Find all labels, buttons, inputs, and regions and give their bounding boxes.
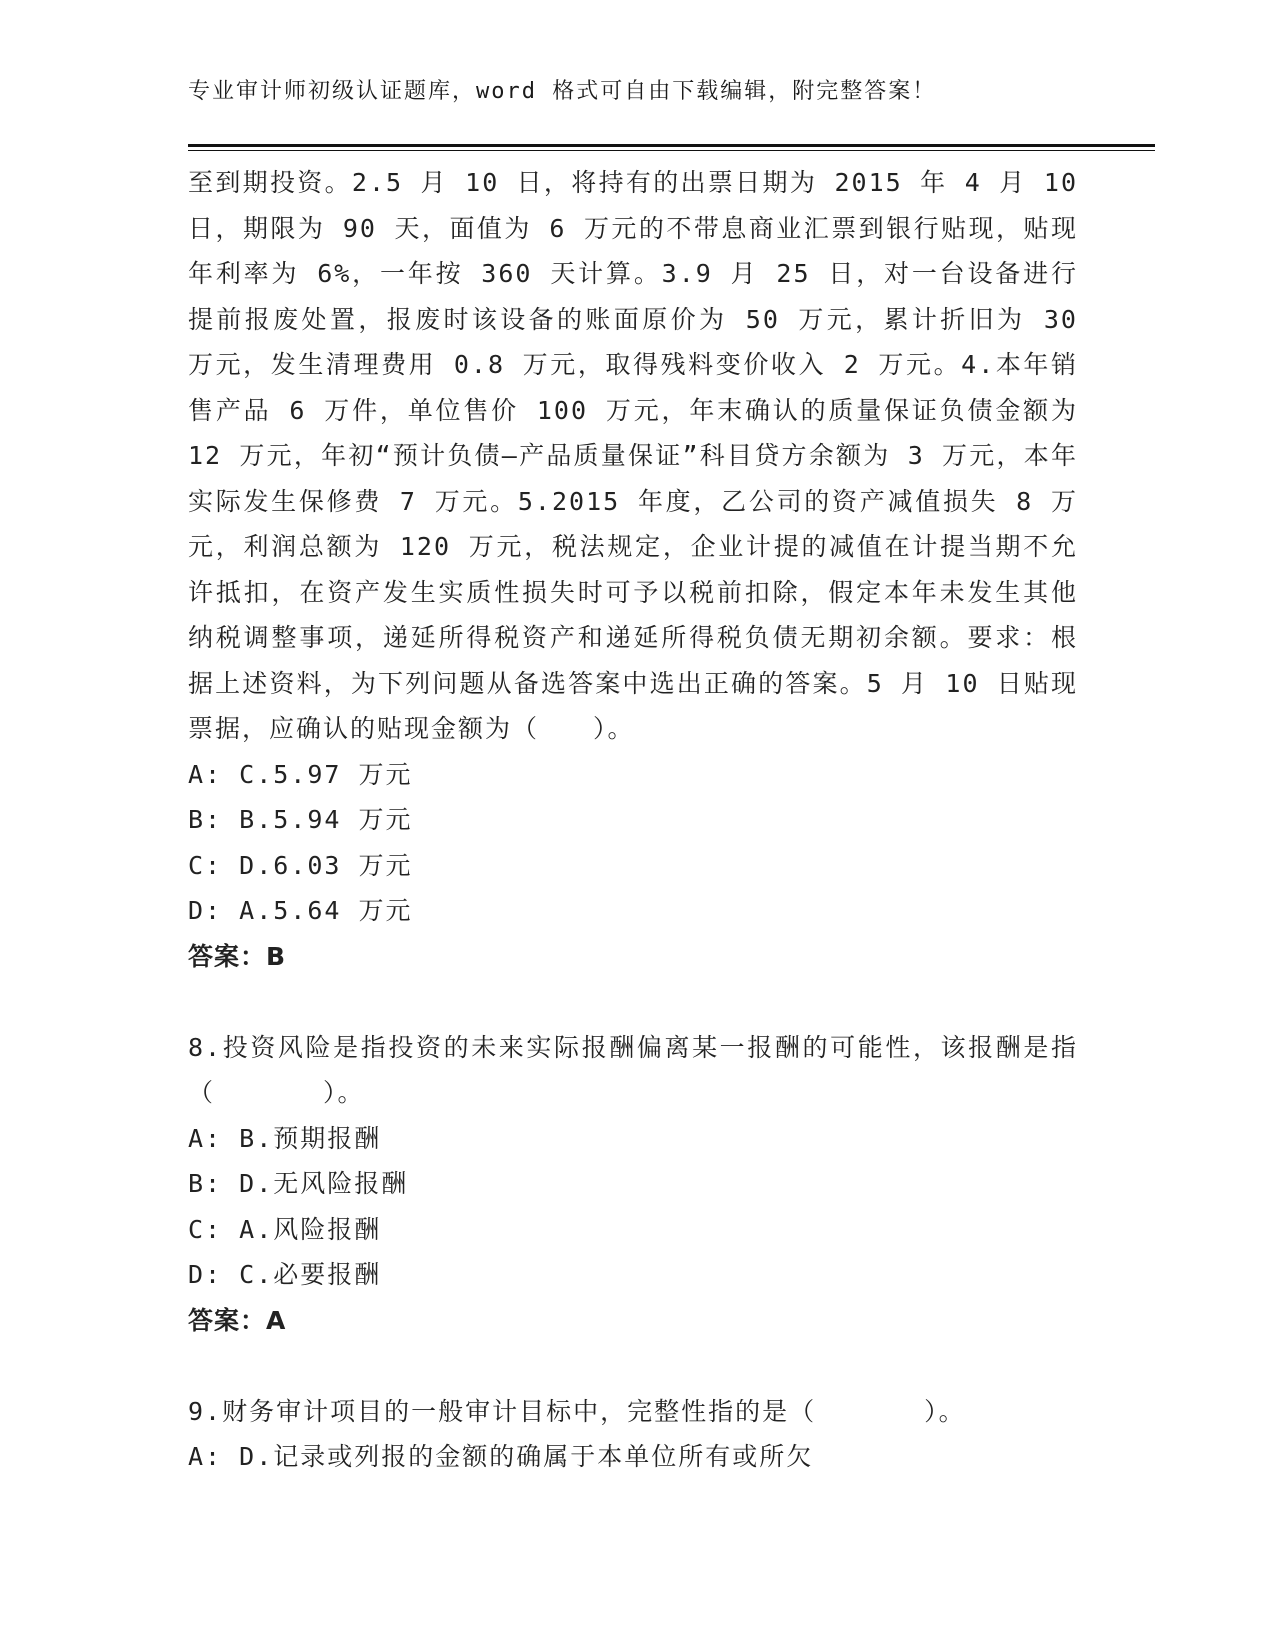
option-b: B: B.5.94 万元 (188, 805, 413, 834)
option-a: A: D.记录或列报的金额的确属于本单位所有或所欠 (188, 1442, 814, 1471)
question-stem: 8.投资风险是指投资的未来实际报酬偏离某一报酬的可能性，该报酬是指（ ）。 (188, 1032, 1078, 1107)
option-d: D: A.5.64 万元 (188, 896, 413, 925)
question-stem: 9.财务审计项目的一般审计目标中，完整性指的是（ ）。 (188, 1396, 966, 1426)
document-body (188, 160, 1078, 1480)
option-a: A: B.预期报酬 (188, 1123, 382, 1153)
page-header: 专业审计师初级认证题库，word 格式可自由下载编辑，附完整答案！ (188, 79, 937, 104)
question-block (188, 1025, 1078, 1344)
option-a: A: C.5.97 万元 (188, 759, 413, 789)
answer-label: 答案：A (188, 1305, 287, 1335)
header-divider-thick (188, 144, 1155, 147)
header-divider-thin (188, 150, 1155, 151)
question-block (188, 1389, 1078, 1480)
option-b: B: D.无风险报酬 (188, 1169, 409, 1198)
spacer (188, 979, 1078, 1025)
answer-label: 答案：B (188, 941, 287, 971)
option-c: C: A.风险报酬 (188, 1214, 382, 1244)
option-d: D: C.必要报酬 (188, 1260, 382, 1289)
option-c: C: D.6.03 万元 (188, 850, 413, 880)
spacer (188, 1343, 1078, 1389)
question-block (188, 160, 1078, 979)
question-stem: 至到期投资。2.5 月 10 日，将持有的出票日期为 2015 年 4 月 10 日，期限为 90 天，面值为 6 万元的不带息商业汇票到银行贴现，贴现年利率为 6%，一年按 360 天计算。3.9 月 25 日，对一台设备进行提前报废处置，报废时该设备的账面原价为 50 万元，累计折旧为 30 万元，发生清理费用 0.8 万元，取得残料变价收入 2 万元。4.本年销售产品 6 万件，单位售价 100 万元，年末确认的质量保证负债金额为 12 万元，年初“预计负债—产品质量保证”科目贷方余额为 3 万元，本年实际发生保修费 7 万元。5.2015 年度，乙公司的资产减值损失 8 万元，利润总额为 120 万元，税法规定，企业计提的减值在计提当期不允许抵扣，在资产发生实质性损失时可予以税前扣除，假定本年未发生其他纳税调整事项，递延所得税资产和递延所得税负债无期初余额。要求：根据上述资料，为下列问题从备选答案中选出正确的答案。5 月 10 日贴现票据，应确认的贴现金额为（ ）。 (188, 168, 1078, 743)
